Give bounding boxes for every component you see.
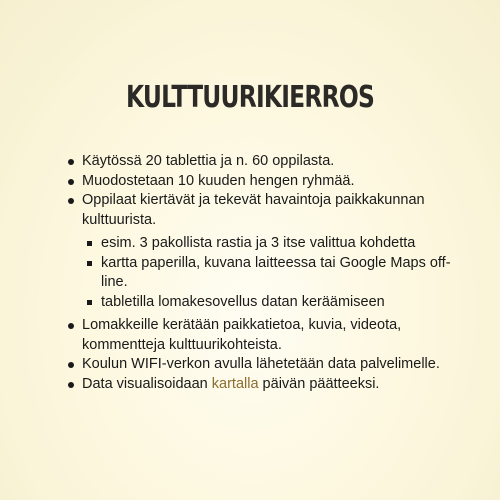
round-bullet-icon (68, 362, 74, 368)
sub-bullet-text: esim. 3 pakollista rastia ja 3 itse valittua kohdetta (101, 235, 416, 251)
bullet-item (0, 152, 500, 172)
bullet-text-prefix: Data visualisoidaan (82, 375, 212, 392)
sub-bullet-item (77, 234, 460, 254)
slide-content (0, 152, 500, 394)
bullet-text: Lomakkeille kerätään paikkatietoa, kuvia, videota, kommentteja kulttuurikohteista. (82, 317, 402, 353)
bullet-item (0, 375, 500, 395)
bullet-text: Koulun WIFI-verkon avulla lähetetään data palvelimelle. (82, 356, 440, 372)
round-bullet-icon (68, 382, 74, 388)
bullet-item (0, 316, 500, 355)
square-bullet-icon (87, 261, 92, 266)
sub-bullet-list (82, 234, 460, 312)
square-bullet-icon (87, 241, 92, 246)
bullet-item (0, 191, 500, 312)
bullet-item (0, 172, 500, 192)
slide-title: KULTTUURIKIERROS (125, 80, 375, 115)
round-bullet-icon (68, 179, 74, 185)
sub-bullet-item (77, 293, 460, 313)
sub-bullet-item (77, 254, 460, 293)
round-bullet-icon (68, 198, 74, 204)
bullet-text-suffix: päivän päätteeksi. (258, 375, 380, 392)
round-bullet-icon (68, 159, 74, 165)
sub-bullet-text: kartta paperilla, kuvana laitteessa tai Google Maps off-line. (101, 254, 451, 290)
bullet-text: Muodostetaan 10 kuuden hengen ryhmää. (82, 172, 355, 189)
round-bullet-icon (68, 323, 74, 329)
bullet-item (0, 355, 500, 375)
bullet-text: Oppilaat kiertävät ja tekevät havaintoja paikkakunnan kulttuurista. (82, 192, 425, 228)
sub-bullet-text: tabletilla lomakesovellus datan keräämiseen (101, 293, 385, 310)
bullet-text: Käytössä 20 tablettia ja n. 60 oppilasta. (82, 153, 335, 169)
square-bullet-icon (87, 300, 92, 305)
map-link[interactable]: kartalla (211, 375, 259, 392)
bullet-list (0, 152, 500, 394)
